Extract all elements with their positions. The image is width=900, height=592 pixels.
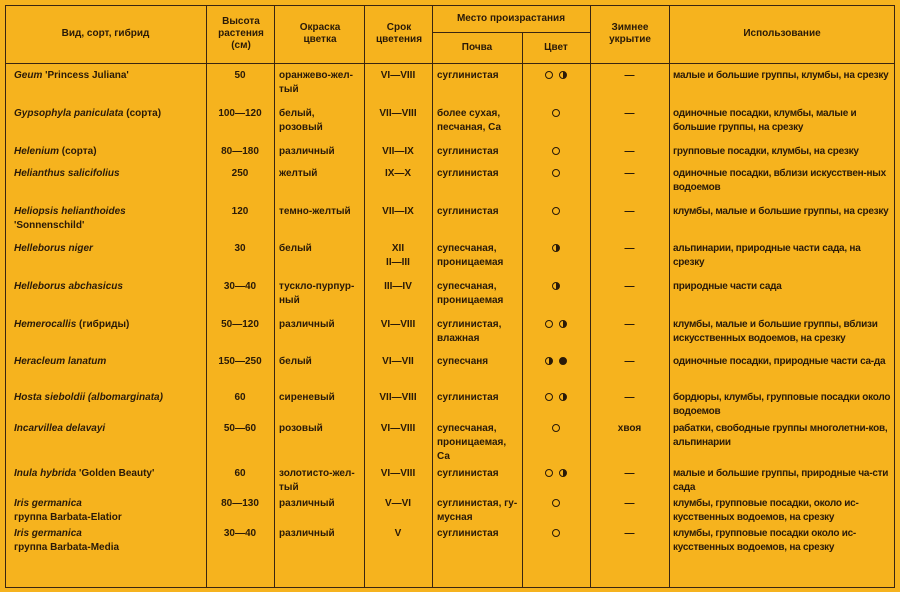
species-latin-name: Iris germanica bbox=[14, 498, 82, 509]
sun-icon bbox=[552, 169, 560, 177]
light-requirement bbox=[522, 467, 590, 481]
species-latin-name: Helianthus salicifolius bbox=[14, 168, 120, 179]
soil: суглинистая bbox=[437, 392, 499, 403]
species-latin-name: Inula hybrida bbox=[14, 468, 77, 479]
bloom-period: VII—IX bbox=[382, 206, 414, 217]
sun-icon bbox=[552, 424, 560, 432]
winter-cover: — bbox=[624, 243, 635, 254]
winter-cover: — bbox=[624, 281, 635, 292]
plant-height: 60 bbox=[234, 392, 246, 403]
light-requirement bbox=[522, 355, 590, 369]
bloom-period: VI—VIII bbox=[380, 319, 416, 330]
species-latin-name: Incarvillea delavayi bbox=[14, 423, 106, 434]
usage: клумбы, групповые посадки около ис-​кусственных водоемов, на срезку bbox=[673, 528, 857, 553]
species-name bbox=[14, 497, 204, 525]
species-name bbox=[14, 107, 204, 121]
plant-height: 80—130 bbox=[221, 498, 259, 509]
bloom-period: VII—VIII bbox=[379, 392, 417, 403]
soil: супесчаня bbox=[437, 356, 489, 367]
winter-cover: — bbox=[624, 528, 635, 539]
header-height: Высота растения (см) bbox=[218, 16, 264, 51]
bloom-period: VI—VIII bbox=[380, 468, 416, 479]
plant-height: 250 bbox=[231, 168, 249, 179]
species-name bbox=[14, 355, 204, 369]
light-requirement bbox=[522, 167, 590, 181]
winter-cover: — bbox=[624, 146, 635, 157]
species-latin-name: Helleborus niger bbox=[14, 243, 93, 254]
light-requirement bbox=[522, 107, 590, 121]
table-row bbox=[0, 107, 900, 137]
half-shade-icon bbox=[559, 393, 567, 401]
half-shade-icon bbox=[559, 320, 567, 328]
plant-height: 120 bbox=[231, 206, 249, 217]
winter-cover: — bbox=[624, 168, 635, 179]
flower-color: оранжево-​жел-​тый bbox=[279, 70, 353, 95]
usage: рабатки, свободные группы многолетни-​ков, альпинарии bbox=[673, 423, 888, 448]
flower-color: различный bbox=[279, 498, 335, 509]
flower-color: различный bbox=[279, 528, 335, 539]
winter-cover: — bbox=[624, 206, 635, 217]
bloom-period: V—VI bbox=[384, 498, 412, 509]
species-name bbox=[14, 527, 204, 555]
species-name bbox=[14, 422, 204, 436]
sun-icon bbox=[545, 71, 553, 79]
table-row bbox=[0, 205, 900, 235]
species-cultivar: 'Golden Beauty' bbox=[76, 468, 155, 479]
winter-cover: — bbox=[624, 108, 635, 119]
winter-cover: — bbox=[624, 392, 635, 403]
plant-height: 100—120 bbox=[218, 108, 262, 119]
soil: супесчаная, проницаемая bbox=[437, 243, 504, 268]
usage: клумбы, малые и большие группы, на срезку bbox=[673, 206, 889, 217]
bloom-period: V bbox=[394, 528, 402, 539]
usage: бордюры, клумбы, групповые посадки около водоемов bbox=[673, 392, 891, 417]
bloom-period: VI—VIII bbox=[380, 423, 416, 434]
plant-height: 50—60 bbox=[223, 423, 257, 434]
light-requirement bbox=[522, 145, 590, 159]
bloom-period: IX—X bbox=[384, 168, 412, 179]
winter-cover: — bbox=[624, 319, 635, 330]
sun-icon bbox=[552, 109, 560, 117]
light-requirement bbox=[522, 205, 590, 219]
bloom-period: XII II—III bbox=[386, 243, 410, 268]
light-requirement bbox=[522, 527, 590, 541]
soil: суглинистая bbox=[437, 146, 499, 157]
plant-height: 30—40 bbox=[223, 528, 257, 539]
plant-height: 150—250 bbox=[218, 356, 262, 367]
sun-icon bbox=[552, 147, 560, 155]
species-name bbox=[14, 205, 204, 233]
half-shade-icon bbox=[552, 244, 560, 252]
winter-cover: хвоя bbox=[617, 423, 642, 434]
table-row bbox=[0, 280, 900, 310]
flower-color: белый, розовый bbox=[279, 108, 323, 133]
soil: супесчаная, проницаемая bbox=[437, 281, 504, 306]
species-name bbox=[14, 242, 204, 256]
table-row bbox=[0, 422, 900, 462]
plant-height: 50—120 bbox=[221, 319, 259, 330]
species-name bbox=[14, 280, 204, 294]
species-name bbox=[14, 318, 204, 332]
species-name bbox=[14, 69, 204, 83]
species-name bbox=[14, 391, 204, 405]
species-name bbox=[14, 145, 204, 159]
header-period: Срок цветения bbox=[375, 22, 423, 45]
soil: суглинистая bbox=[437, 70, 499, 81]
species-latin-name: Hemerocallis bbox=[14, 319, 77, 330]
winter-cover: — bbox=[624, 468, 635, 479]
usage: природные части сада bbox=[673, 281, 782, 292]
bloom-period: III—IV bbox=[384, 281, 412, 292]
soil: супесчаная, проницаемая, Са bbox=[437, 423, 507, 462]
usage: альпинарии, природные части сада, на срезку bbox=[673, 243, 861, 268]
species-cultivar: (сорта) bbox=[123, 108, 162, 119]
sun-icon bbox=[552, 529, 560, 537]
header-soil: Почва bbox=[461, 41, 493, 53]
plant-height: 60 bbox=[234, 468, 246, 479]
bloom-period: VII—IX bbox=[382, 146, 414, 157]
species-name bbox=[14, 467, 204, 481]
soil: суглинистая bbox=[437, 468, 499, 479]
usage: групповые посадки, клумбы, на срезку bbox=[673, 146, 859, 157]
usage: малые и большие группы, природные ча-​сти сада bbox=[673, 468, 889, 493]
header-divider bbox=[5, 63, 895, 64]
species-cultivar: группа Barbata-Media bbox=[14, 542, 120, 553]
species-latin-name: Geum bbox=[14, 70, 43, 81]
soil: суглинистая bbox=[437, 528, 499, 539]
header-color: Окраска цветка bbox=[299, 22, 341, 45]
light-requirement bbox=[522, 280, 590, 294]
header-light: Цвет bbox=[544, 41, 568, 53]
species-latin-name: Heliopsis helianthoides bbox=[14, 206, 126, 217]
species-name bbox=[14, 167, 204, 181]
flower-color: темно-​желтый bbox=[279, 206, 351, 217]
species-latin-name: Helenium bbox=[14, 146, 60, 157]
table-row bbox=[0, 467, 900, 497]
flower-color: розовый bbox=[279, 423, 323, 434]
winter-cover: — bbox=[624, 498, 635, 509]
table-row bbox=[0, 69, 900, 99]
soil: суглинистая, гу-​мусная bbox=[437, 498, 518, 523]
species-latin-name: Heracleum lanatum bbox=[14, 356, 107, 367]
plant-height: 30—40 bbox=[223, 281, 257, 292]
half-shade-icon bbox=[559, 469, 567, 477]
table-row bbox=[0, 355, 900, 385]
species-cultivar: (гибриды) bbox=[76, 319, 130, 330]
flower-color: различный bbox=[279, 146, 335, 157]
light-requirement bbox=[522, 422, 590, 436]
shade-icon bbox=[559, 357, 567, 365]
flower-color: белый bbox=[279, 356, 312, 367]
flower-color: тускло-​пурпур-​ный bbox=[279, 281, 355, 306]
sun-icon bbox=[552, 499, 560, 507]
soil: более сухая, песчаная, Са bbox=[437, 108, 502, 133]
usage: одиночные посадки, вблизи искусствен-​ных водоемов bbox=[673, 168, 886, 193]
usage: малые и большие группы, клумбы, на срезку bbox=[673, 70, 889, 81]
sun-icon bbox=[545, 469, 553, 477]
half-shade-icon bbox=[552, 282, 560, 290]
flower-color: сиреневый bbox=[279, 392, 335, 403]
light-requirement bbox=[522, 69, 590, 83]
header-use: Использование bbox=[743, 28, 821, 39]
soil: суглинистая bbox=[437, 206, 499, 217]
flower-color: желтый bbox=[279, 168, 318, 179]
table-row bbox=[0, 167, 900, 197]
table-row bbox=[0, 391, 900, 421]
species-latin-name: Helleborus abchasicus bbox=[14, 281, 123, 292]
usage: клумбы, малые и большие группы, вблизи искусственных водоемов, на срезку bbox=[673, 319, 878, 344]
sun-icon bbox=[552, 207, 560, 215]
species-latin-name: Gypsophyla paniculata bbox=[14, 108, 124, 119]
table-row bbox=[0, 318, 900, 348]
table-row bbox=[0, 497, 900, 527]
species-cultivar: 'Sonnenschild' bbox=[14, 220, 85, 231]
table-row bbox=[0, 242, 900, 272]
flower-color: различный bbox=[279, 319, 335, 330]
header-name: Вид, сорт, гибрид bbox=[61, 28, 150, 39]
sun-icon bbox=[545, 393, 553, 401]
soil: суглинистая bbox=[437, 168, 499, 179]
species-latin-name: Hosta sieboldii (albomarginata) bbox=[14, 392, 163, 403]
species-latin-name: Iris germanica bbox=[14, 528, 82, 539]
header-place: Место произрастания bbox=[456, 12, 566, 24]
table-row bbox=[0, 527, 900, 557]
species-cultivar: группа Barbata-Elatior bbox=[14, 512, 122, 523]
species-cultivar: 'Princess Juliana' bbox=[42, 70, 129, 81]
half-shade-icon bbox=[559, 71, 567, 79]
flower-color: белый bbox=[279, 243, 312, 254]
winter-cover: — bbox=[624, 70, 635, 81]
plant-height: 30 bbox=[234, 243, 246, 254]
light-requirement bbox=[522, 242, 590, 256]
species-cultivar: (сорта) bbox=[59, 146, 97, 157]
bloom-period: VII—VIII bbox=[379, 108, 417, 119]
usage: одиночные посадки, клумбы, малые и большие группы, на срезку bbox=[673, 108, 857, 133]
half-shade-icon bbox=[545, 357, 553, 365]
light-requirement bbox=[522, 391, 590, 405]
light-requirement bbox=[522, 318, 590, 332]
plant-height: 50 bbox=[234, 70, 246, 81]
plant-height: 80—180 bbox=[221, 146, 259, 157]
soil: суглинистая, влажная bbox=[437, 319, 502, 344]
flower-color: золотисто-​жел-​тый bbox=[279, 468, 355, 493]
sun-icon bbox=[545, 320, 553, 328]
usage: одиночные посадки, природные части са-​да bbox=[673, 356, 886, 367]
header-cover: Зимнее укрытие bbox=[609, 22, 651, 45]
light-requirement bbox=[522, 497, 590, 511]
usage: клумбы, групповые посадки, около ис-​кусственных водоемов, на срезку bbox=[673, 498, 859, 523]
winter-cover: — bbox=[624, 356, 635, 367]
bloom-period: VI—VII bbox=[382, 356, 414, 367]
bloom-period: VI—VIII bbox=[380, 70, 416, 81]
